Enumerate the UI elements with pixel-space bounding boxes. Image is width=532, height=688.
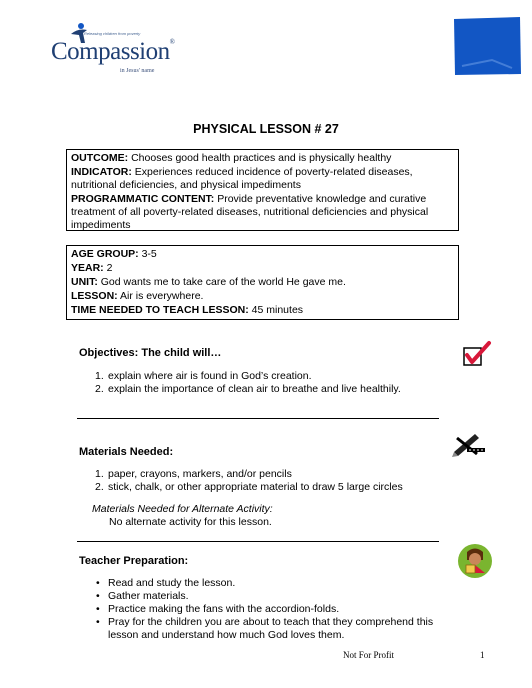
list-item — [79, 468, 459, 481]
lesson-label: LESSON: — [71, 290, 118, 302]
page-title: PHYSICAL LESSON # 27 — [193, 122, 339, 136]
list-number: 1. — [95, 468, 104, 480]
bullet: • — [96, 603, 100, 615]
list-item — [79, 590, 459, 603]
list-text: Pray for the children you are about to teach that they comprehend this lesson and understand how much God loves them. — [108, 616, 434, 641]
indicator-line — [71, 166, 454, 192]
age-label: AGE GROUP: — [71, 248, 139, 260]
list-item — [79, 616, 459, 642]
logo-trademark: ® — [169, 38, 175, 46]
program-label: PROGRAMMATIC CONTENT: — [71, 193, 215, 205]
page-number: 1 — [480, 650, 485, 660]
bullet: • — [96, 577, 100, 589]
time-label: TIME NEEDED TO TEACH LESSON: — [71, 304, 249, 316]
list-text: Read and study the lesson. — [108, 577, 236, 589]
logo-subtitle: in Jesus' name — [120, 68, 155, 74]
list-text: stick, chalk, or other appropriate material to draw 5 large circles — [108, 481, 403, 493]
compassion-logo — [48, 22, 175, 74]
list-item — [79, 577, 459, 590]
preparation-heading: Teacher Preparation: — [79, 555, 189, 567]
list-number: 1. — [95, 370, 104, 382]
list-text: explain where air is found in God’s creation. — [108, 370, 312, 382]
logo-brand-text: Compassion — [51, 38, 170, 65]
time-line — [71, 304, 454, 317]
list-number: 2. — [95, 383, 104, 395]
materials-heading: Materials Needed: — [79, 446, 174, 458]
outcome-box — [66, 149, 459, 231]
materials-list — [79, 468, 459, 494]
footer-not-for-profit: Not For Profit — [343, 650, 395, 660]
objectives-heading: Objectives: The child will… — [79, 347, 222, 359]
alternate-materials-heading: Materials Needed for Alternate Activity: — [92, 503, 273, 515]
indicator-label: INDICATOR: — [71, 166, 132, 178]
list-text: Gather materials. — [108, 590, 189, 602]
age-value: 3-5 — [138, 248, 157, 260]
year-line — [71, 262, 454, 275]
program-line — [71, 193, 454, 232]
section-divider — [77, 541, 439, 542]
unit-label: UNIT: — [71, 276, 98, 288]
list-item — [79, 370, 459, 383]
lesson-line — [71, 290, 454, 303]
indicator-text: Experiences reduced incidence of poverty-related diseases, nutritional deficiencies, and physical impediments — [71, 166, 413, 191]
list-item — [79, 383, 459, 396]
outcome-line — [71, 152, 454, 165]
year-value: 2 — [103, 262, 113, 274]
list-item — [79, 603, 459, 616]
outcome-text: Chooses good health practices and is physically healthy — [128, 152, 392, 164]
objectives-list — [79, 370, 459, 396]
list-text: Practice making the fans with the accordion-folds. — [108, 603, 340, 615]
year-label: YEAR: — [71, 262, 104, 274]
time-value: 45 minutes — [248, 304, 304, 316]
unit-line — [71, 276, 454, 289]
list-item — [79, 481, 459, 494]
age-group-line — [71, 248, 454, 261]
bullet: • — [96, 616, 100, 628]
bullet: • — [96, 590, 100, 602]
preparation-list — [79, 577, 459, 642]
teacher-reading-icon — [457, 543, 493, 579]
checkbox-check-icon — [462, 340, 492, 368]
logo-tagline: Releasing children from poverty — [84, 31, 141, 36]
lesson-meta-box — [66, 245, 459, 320]
logo-brand — [51, 38, 174, 66]
program-text: Provide preventative knowledge and curative treatment of all poverty-related diseases, nutritional deficiencies and physical impediments — [71, 193, 429, 231]
list-text: paper, crayons, markers, and/or pencils — [108, 468, 292, 480]
list-number: 2. — [95, 481, 104, 493]
blue-square-graphic — [452, 16, 522, 76]
outcome-label: OUTCOME: — [71, 152, 129, 164]
unit-value: God wants me to take care of the world He gave me. — [97, 276, 346, 288]
lesson-value: Air is everywhere. — [117, 290, 204, 302]
pencil-ruler-icon — [451, 430, 487, 458]
list-text: explain the importance of clean air to breathe and live healthily. — [108, 383, 401, 395]
section-divider — [77, 418, 439, 419]
alternate-materials-text: No alternate activity for this lesson. — [109, 516, 272, 528]
